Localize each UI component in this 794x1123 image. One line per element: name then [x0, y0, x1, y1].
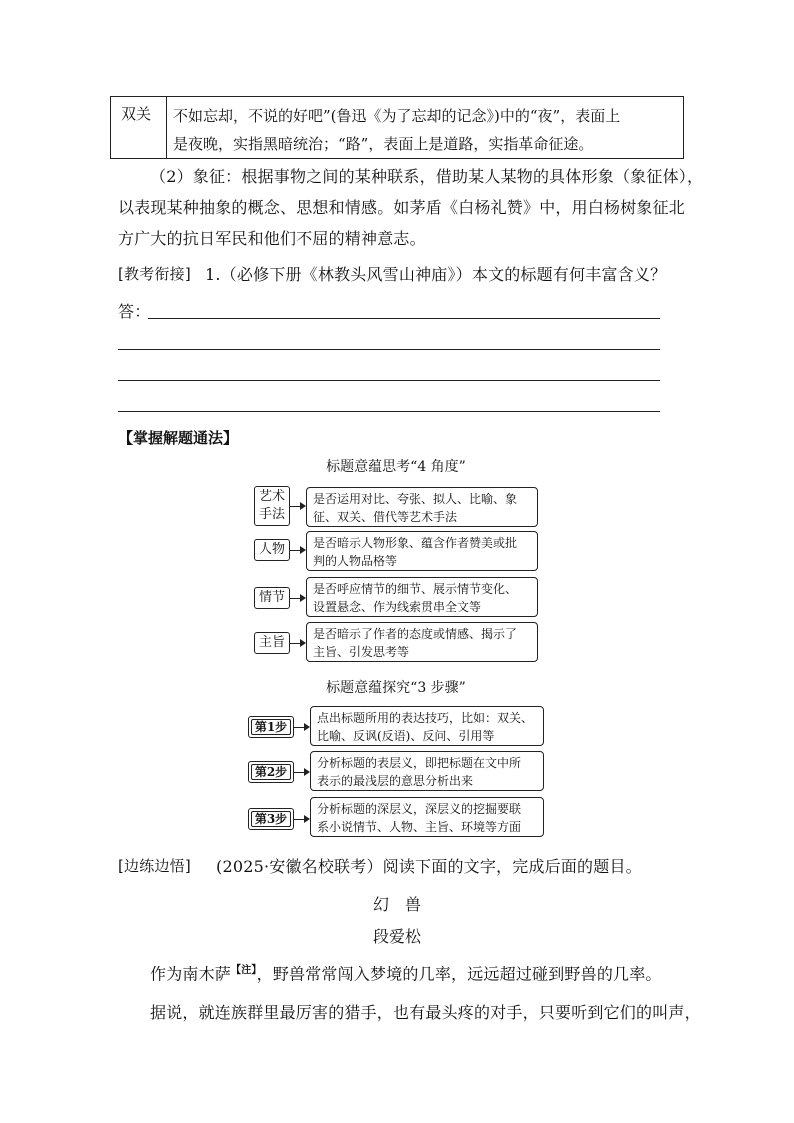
definition-line-1: 不如忘却，不说的好吧”(鲁迅《为了忘却的记念》)中的“夜”，表面上 [173, 107, 621, 125]
connector [290, 598, 300, 599]
connector [294, 727, 304, 728]
step-label-2: 第2步 [248, 761, 294, 783]
angle-box-theme [306, 622, 538, 662]
connector [290, 506, 300, 507]
story-paragraph-1 [150, 955, 662, 989]
connector [294, 819, 304, 820]
connector [290, 643, 300, 644]
step-text-line1: 分析标题的深层义，深层义的挖掘要联 [317, 802, 522, 816]
angle-text-line2: 设置悬念、作为线索贯串全文等 [313, 600, 482, 614]
story-paragraph-2: 据说，就连族群里最厉害的猎手，也有最头疼的对手，只要听到它们的叫声， [150, 1003, 701, 1022]
symbol-line-2: 以表现某种抽象的概念、思想和情感。如茅盾《白杨礼赞》中，用白杨树象征北 [118, 198, 686, 217]
answer-line-3[interactable] [118, 380, 660, 381]
practice-source: (2025·安徽名校联考）阅读下面的文字，完成后面的题目。 [216, 857, 642, 876]
exercise-question: 1.（必修下册《林教头风雪山神庙》）本文的标题有何丰富含义？ [205, 265, 667, 284]
symbol-line-1: （2）象征：根据事物之间的某种联系，借助某人某物的具体形象（象征体）， [150, 167, 704, 186]
angle-label-theme: 主旨 [254, 632, 290, 654]
term-text: 双关 [121, 105, 152, 123]
angle-text-line1: 是否暗示人物形象、蕴含作者赞美或批 [313, 536, 518, 550]
angle-label-art-line2: 手法 [258, 507, 285, 522]
angle-text-line1: 是否运用对比、夸张、拟人、比喻、象 [313, 492, 518, 506]
practice-tag: [边练边悟] [118, 857, 191, 875]
step-box-2 [310, 751, 544, 791]
chart2-title: 标题意蕴探究“3 步骤” [326, 680, 466, 696]
angle-text-line2: 征、双关、借代等艺术手法 [313, 510, 458, 524]
step-box-3 [310, 797, 544, 837]
rhetoric-table [110, 96, 684, 159]
step-text-line2: 表示的最浅层的意思分析出来 [317, 774, 474, 788]
chart1-title: 标题意蕴思考“4 角度” [326, 459, 466, 475]
story-p1-after: ，野兽常常闯入梦境的几率，远远超过碰到野兽的几率。 [256, 964, 662, 984]
story-title: 幻 兽 [372, 895, 421, 914]
angle-text-line1: 是否呼应情节的细节、展示情节变化、 [313, 582, 518, 596]
angle-box-character [306, 531, 538, 571]
answer-label: 答： [118, 302, 151, 321]
connector [294, 772, 304, 773]
definition-line-2: 是夜晚，实指黑暗统治；“路”，表面上是道路，实指革命征途。 [173, 135, 594, 153]
angle-text-line2: 主旨、引发思考等 [313, 645, 410, 659]
footnote-marker[interactable]: 【注】 [231, 965, 257, 976]
story-author: 段爱松 [372, 927, 421, 946]
step-text-line1: 点出标题所用的表达技巧，比如：双关、 [317, 711, 534, 725]
answer-line-4[interactable] [118, 411, 660, 412]
angle-label-character: 人物 [254, 539, 290, 561]
connector [290, 550, 300, 551]
step-text-line1: 分析标题的表层义，即把标题在文中所 [317, 756, 522, 770]
story-p1-before: 作为南木萨 [150, 964, 232, 984]
answer-line-1[interactable] [148, 318, 660, 319]
term-cell [111, 97, 167, 158]
definition-cell [173, 102, 678, 158]
method-heading: 【掌握解题通法】 [118, 429, 239, 447]
step-text-line2: 系小说情节、人物、主旨、环境等方面 [317, 820, 522, 834]
angle-text-line2: 判的人物品格等 [313, 554, 398, 568]
angle-box-plot [306, 577, 538, 617]
angle-box-art [306, 487, 538, 527]
angle-label-art [254, 486, 290, 526]
symbol-line-3: 方广大的抗日军民和他们不屈的精神意志。 [118, 229, 426, 248]
angle-label-plot: 情节 [254, 587, 290, 609]
step-label-1: 第1步 [248, 716, 294, 738]
step-text-line2: 比喻、反讽(反语)、反问、引用等 [317, 729, 495, 743]
angle-label-art-line1: 艺术 [258, 489, 285, 504]
exercise-tag: [教考衔接] [118, 265, 191, 283]
step-box-1 [310, 706, 544, 746]
angle-text-line1: 是否暗示了作者的态度或情感、揭示了 [313, 627, 518, 641]
step-label-3: 第3步 [248, 808, 294, 830]
answer-line-2[interactable] [118, 349, 660, 350]
